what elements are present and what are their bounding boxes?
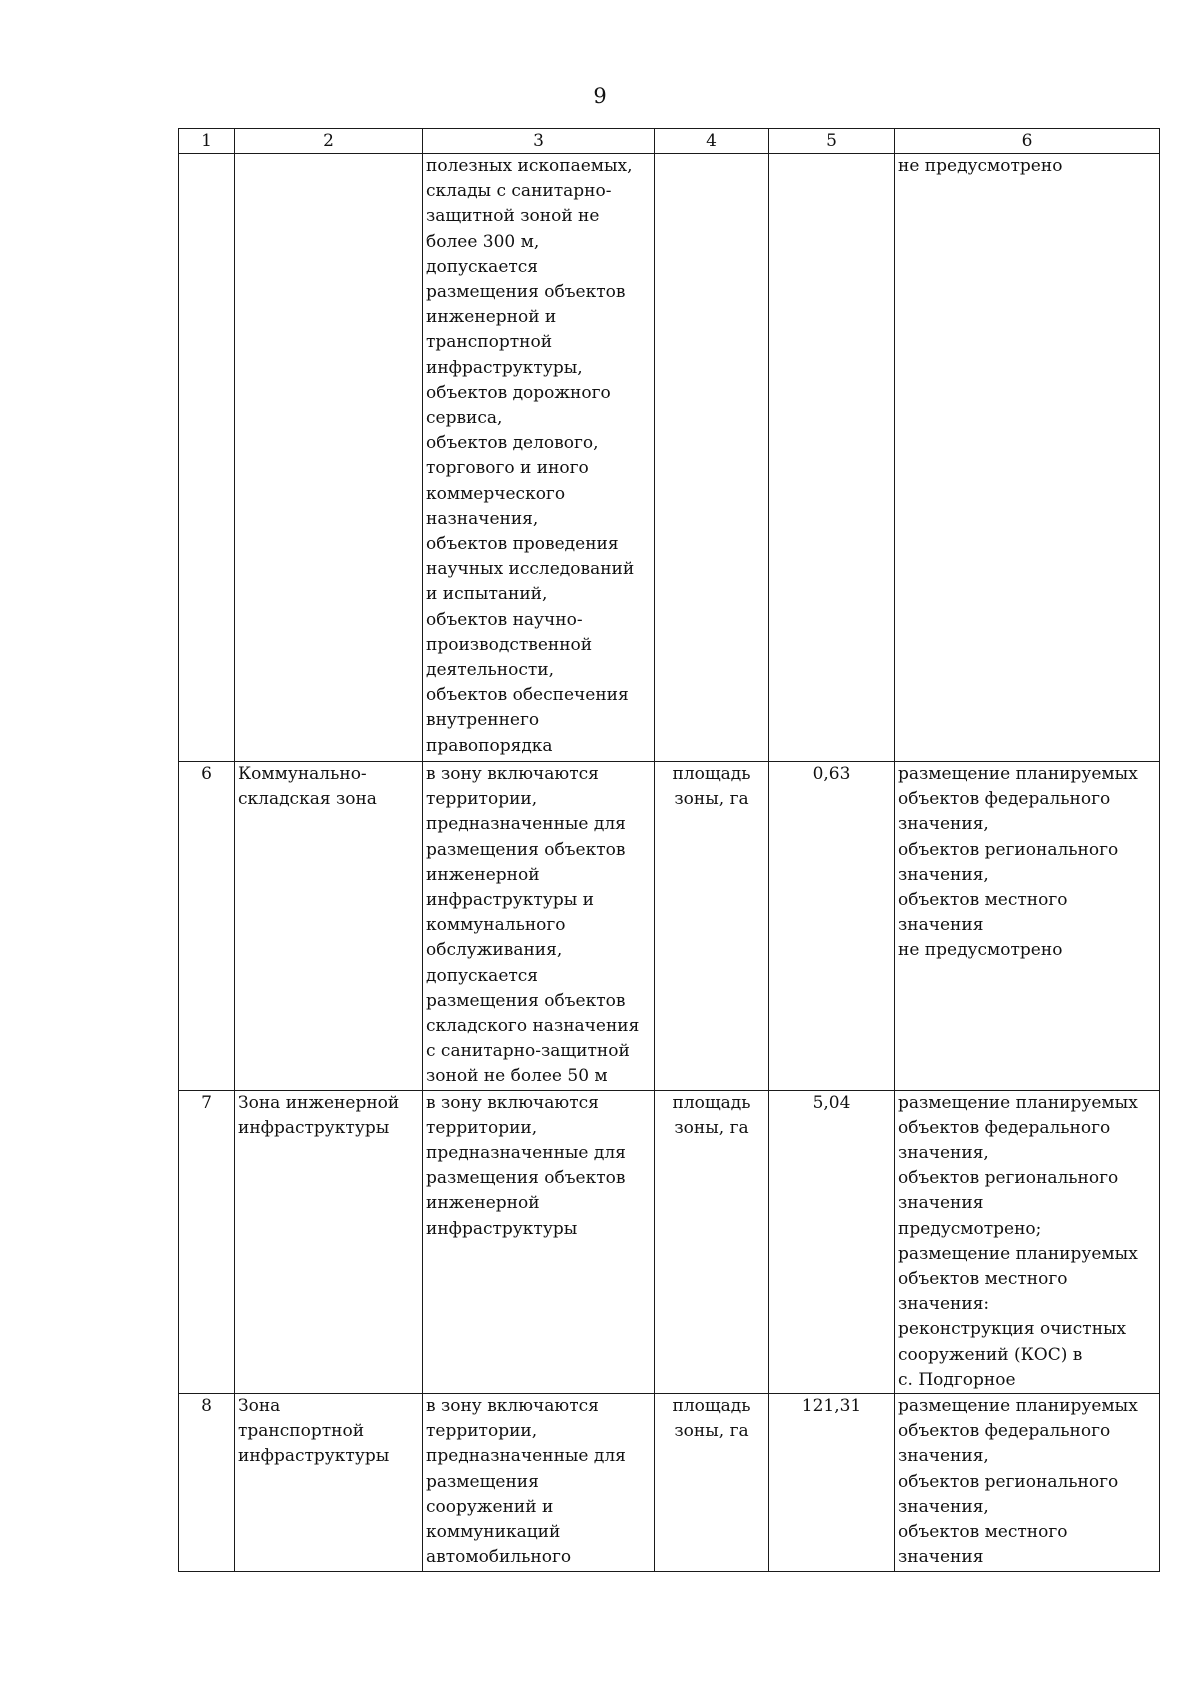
cell-text-line: размещения объектов	[426, 282, 626, 303]
cell-text-line: складского назначения	[426, 1016, 640, 1037]
cell-text: 5,04	[812, 1092, 851, 1113]
cell-text-line: объектов регионального	[898, 839, 1119, 860]
table-body	[179, 154, 1160, 1572]
row-number-cell	[179, 762, 235, 1091]
cell-text-line: объектов научно-	[426, 609, 583, 630]
value-cell	[769, 762, 895, 1091]
planned-objects-cell	[895, 154, 1160, 762]
column-header: 4	[655, 129, 769, 154]
cell-text-line: сервиса,	[426, 408, 503, 429]
zone-description-cell	[423, 1394, 655, 1571]
column-header: 3	[423, 129, 655, 154]
cell-text-line: допускается	[426, 256, 539, 277]
cell-text-line: и испытаний,	[426, 584, 548, 605]
cell-text-line: объектов регионального	[898, 1168, 1119, 1189]
row-number-cell	[179, 154, 235, 762]
cell-text-line: зоны, га	[674, 1421, 749, 1442]
cell-text-line: транспортной	[238, 1421, 365, 1442]
cell-text-line: размещение планируемых	[898, 1243, 1138, 1264]
cell-text-line: склады с санитарно-	[426, 181, 612, 202]
cell-text: 7	[201, 1092, 212, 1113]
cell-text-line: с. Подгорное	[898, 1369, 1016, 1390]
column-header: 6	[895, 129, 1160, 154]
cell-text-line: предусмотрено;	[898, 1218, 1042, 1239]
cell-text-line: значения:	[898, 1294, 990, 1315]
zone-name-cell	[235, 1394, 423, 1571]
cell-text-line: Коммунально-	[238, 764, 367, 784]
cell-text: 0,63	[812, 764, 851, 784]
cell-text-line: инфраструктуры	[238, 1117, 390, 1138]
cell-text-line: зоны, га	[674, 1117, 749, 1138]
table-row	[179, 762, 1160, 1091]
cell-text-line: зоной не более 50 м	[426, 1066, 608, 1087]
parameter-cell	[655, 1394, 769, 1571]
cell-text-line: допускается	[426, 965, 539, 986]
cell-text-line: площадь	[672, 1396, 751, 1417]
zone-name-cell	[235, 1090, 423, 1393]
cell-text-line: инфраструктуры	[426, 1218, 578, 1239]
cell-text-line: инфраструктуры и	[426, 890, 594, 911]
cell-text-line: размещение планируемых	[898, 1396, 1138, 1417]
cell-text-line: инфраструктуры,	[426, 357, 583, 378]
cell-text-line: транспортной	[426, 332, 553, 353]
cell-text-line: зоны, га	[674, 789, 749, 810]
zone-name-cell	[235, 762, 423, 1091]
cell-text-line: сооружений (КОС) в	[898, 1344, 1083, 1365]
column-header: 5	[769, 129, 895, 154]
parameter-cell	[655, 762, 769, 1091]
cell-text-line: предназначенные для	[426, 814, 626, 835]
cell-text-line: назначения,	[426, 508, 539, 529]
value-cell	[769, 1394, 895, 1571]
cell-text-line: правопорядка	[426, 735, 553, 756]
cell-text-line: не предусмотрено	[898, 156, 1063, 176]
column-header: 2	[235, 129, 423, 154]
zone-name-cell	[235, 154, 423, 762]
cell-text-line: объектов местного	[898, 1522, 1068, 1543]
parameter-cell	[655, 1090, 769, 1393]
cell-text-line: инженерной	[426, 1193, 540, 1214]
row-number-cell	[179, 1090, 235, 1393]
table-row	[179, 154, 1160, 762]
cell-text-line: реконструкция очистных	[898, 1319, 1127, 1340]
cell-text-line: производственной	[426, 634, 593, 655]
cell-text-line: в зону включаются	[426, 1092, 599, 1113]
cell-text-line: территории,	[426, 789, 538, 810]
cell-text-line: объектов федерального	[898, 1117, 1111, 1138]
cell-text-line: объектов проведения	[426, 534, 619, 555]
cell-text-line: значения,	[898, 814, 989, 835]
value-cell	[769, 154, 895, 762]
cell-text-line: более 300 м,	[426, 231, 540, 252]
cell-text-line: обслуживания,	[426, 940, 563, 961]
cell-text-line: коммуникаций	[426, 1522, 561, 1543]
table-row	[179, 1090, 1160, 1393]
cell-text-line: деятельности,	[426, 660, 554, 681]
cell-text-line: Зона инженерной	[238, 1092, 400, 1113]
column-header: 1	[179, 129, 235, 154]
cell-text-line: с санитарно-защитной	[426, 1041, 630, 1062]
cell-text-line: объектов делового,	[426, 433, 599, 454]
cell-text-line: торгового и иного	[426, 458, 589, 479]
planned-objects-cell	[895, 762, 1160, 1091]
cell-text-line: значения,	[898, 864, 989, 885]
page-number: 9	[593, 84, 607, 108]
cell-text-line: территории,	[426, 1117, 538, 1138]
cell-text-line: объектов обеспечения	[426, 685, 629, 706]
cell-text-line: инженерной и	[426, 307, 557, 328]
cell-text-line: значения,	[898, 1496, 989, 1517]
cell-text-line: научных исследований	[426, 559, 635, 580]
cell-text-line: полезных ископаемых,	[426, 156, 633, 176]
cell-text-line: инфраструктуры	[238, 1446, 390, 1467]
table-row	[179, 1394, 1160, 1571]
cell-text-line: значения	[898, 1193, 984, 1214]
cell-text-line: значения	[898, 915, 984, 936]
table-header-row	[179, 129, 1160, 154]
cell-text-line: значения,	[898, 1446, 989, 1467]
planned-objects-cell	[895, 1090, 1160, 1393]
cell-text: 6	[201, 764, 212, 784]
cell-text-line: площадь	[672, 764, 751, 784]
value-cell	[769, 1090, 895, 1393]
cell-text-line: объектов дорожного	[426, 382, 611, 403]
cell-text-line: размещения объектов	[426, 990, 626, 1011]
cell-text-line: значения	[898, 1547, 984, 1568]
zone-description-cell	[423, 1090, 655, 1393]
cell-text-line: автомобильного	[426, 1547, 572, 1568]
cell-text-line: внутреннего	[426, 710, 540, 731]
cell-text-line: коммерческого	[426, 483, 566, 504]
cell-text-line: размещения объектов	[426, 839, 626, 860]
cell-text-line: размещение планируемых	[898, 1092, 1138, 1113]
zone-description-cell	[423, 154, 655, 762]
cell-text-line: инженерной	[426, 864, 540, 885]
cell-text-line: объектов федерального	[898, 1421, 1111, 1442]
cell-text-line: размещения	[426, 1471, 539, 1492]
cell-text-line: складская зона	[238, 789, 377, 810]
cell-text-line: объектов местного	[898, 890, 1068, 911]
zones-table	[178, 128, 1160, 1572]
parameter-cell	[655, 154, 769, 762]
cell-text-line: не предусмотрено	[898, 940, 1063, 961]
zone-description-cell	[423, 762, 655, 1091]
row-number-cell	[179, 1394, 235, 1571]
cell-text-line: значения,	[898, 1143, 989, 1164]
cell-text-line: Зона	[238, 1396, 281, 1417]
cell-text: 8	[201, 1396, 212, 1417]
cell-text-line: сооружений и	[426, 1496, 554, 1517]
cell-text-line: защитной зоной не	[426, 206, 600, 227]
cell-text-line: объектов местного	[898, 1269, 1068, 1290]
cell-text-line: в зону включаются	[426, 764, 599, 784]
cell-text-line: коммунального	[426, 915, 566, 936]
planned-objects-cell	[895, 1394, 1160, 1571]
cell-text-line: площадь	[672, 1092, 751, 1113]
cell-text-line: размещение планируемых	[898, 764, 1138, 784]
cell-text-line: территории,	[426, 1421, 538, 1442]
cell-text-line: размещения объектов	[426, 1168, 626, 1189]
cell-text-line: объектов регионального	[898, 1471, 1119, 1492]
cell-text-line: предназначенные для	[426, 1143, 626, 1164]
cell-text-line: в зону включаются	[426, 1396, 599, 1417]
cell-text-line: объектов федерального	[898, 789, 1111, 810]
cell-text: 121,31	[801, 1396, 862, 1417]
cell-text-line: предназначенные для	[426, 1446, 626, 1467]
